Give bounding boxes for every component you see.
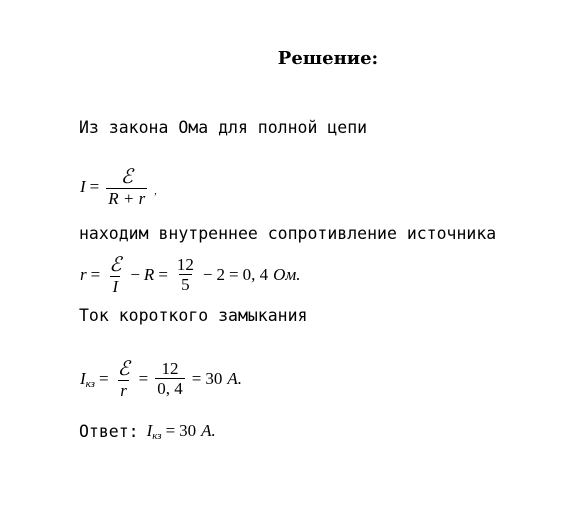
- formula4-I: I: [146, 421, 153, 440]
- answer-label: Ответ:: [79, 421, 139, 441]
- formula3-eq2: =: [138, 369, 149, 389]
- formula2-num2: 12: [176, 254, 194, 274]
- formula4-result: 30: [179, 421, 197, 440]
- formula2-num1: ℰ: [109, 252, 122, 276]
- formula2-unit: Ом.: [273, 265, 301, 285]
- formula3-unit: А.: [227, 369, 242, 389]
- formula-answer: [147, 421, 216, 441]
- formula-internal-resistance: [80, 254, 300, 297]
- formula3-frac1: [116, 358, 132, 401]
- text-internal-resistance: находим внутреннее сопротивление источника: [79, 224, 497, 243]
- formula2-frac1: [107, 254, 123, 297]
- formula3-eq1: =: [98, 369, 109, 389]
- formula3-num1: ℰ: [117, 356, 130, 380]
- text-short-circuit: Ток короткого замыкания: [79, 306, 308, 325]
- formula2-result: 0, 4: [242, 265, 269, 285]
- formula3-result: 30: [205, 369, 223, 389]
- formula3-num2: 12: [161, 358, 179, 378]
- formula1-comma: ,: [154, 185, 157, 197]
- formula1-lhs: I: [80, 177, 86, 197]
- formula1-eq: =: [89, 177, 100, 197]
- formula4-eq: =: [165, 421, 176, 440]
- formula2-two: 2: [216, 265, 225, 285]
- formula2-den2: 5: [181, 275, 190, 295]
- formula2-den1: I: [112, 277, 119, 296]
- formula2-R: R: [143, 265, 155, 285]
- formula2-frac2: [175, 256, 196, 296]
- answer-line: [79, 421, 216, 441]
- formula3-sub: кз: [85, 378, 95, 391]
- formula3-eq3: =: [191, 369, 202, 389]
- formula-ohm-law: [80, 166, 157, 209]
- formula1-fraction: [106, 166, 147, 209]
- formula4-unit: А.: [201, 421, 216, 440]
- formula2-eq3: =: [229, 265, 239, 285]
- solution-heading: Решение:: [277, 48, 379, 69]
- formula3-den2: 0, 4: [157, 379, 183, 399]
- formula2-minus2: −: [202, 265, 213, 285]
- formula2-eq2: =: [158, 265, 168, 285]
- formula3-I: I: [80, 369, 86, 389]
- formula2-lhs: r: [80, 265, 87, 285]
- text-ohm-law: Из закона Ома для полной цепи: [79, 118, 368, 137]
- formula4-sub: кз: [152, 430, 162, 442]
- formula3-frac2: [155, 360, 185, 400]
- formula1-num: ℰ: [120, 164, 133, 188]
- formula2-eq1: =: [90, 265, 101, 285]
- formula2-minus1: −: [130, 265, 140, 285]
- formula1-den: R + r: [108, 189, 146, 208]
- formula-short-circuit: [80, 358, 242, 401]
- formula3-den1: r: [120, 381, 127, 400]
